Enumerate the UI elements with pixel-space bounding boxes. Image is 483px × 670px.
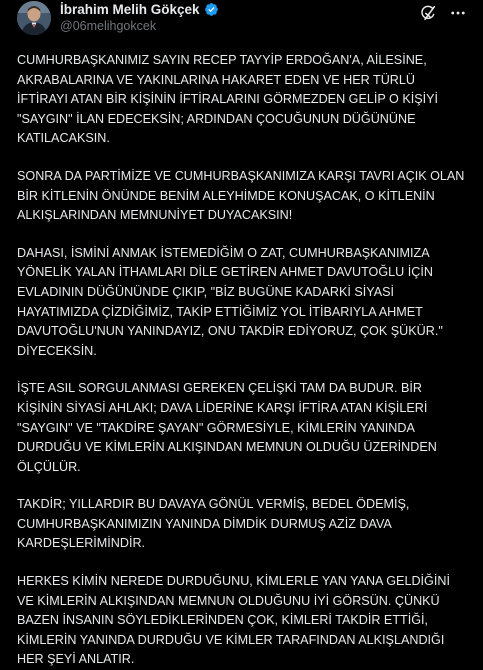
display-name-row	[60, 1, 219, 18]
tweet-paragraph-3: DAHASI, İSMİNİ ANMAK İSTEMEDİĞİM O ZAT, CUMHURBAŞKANIMIZA YÖNELİK YALAN İTHAMLARI DİLE GETİREN AHMET DAVUTOĞLU İÇİN EVLADININ DÜĞÜNÜNDE ÇIKIP, "BİZ BUGÜNE KADARKİ SİYASİ HAYATIMIZDA ÇİZDİĞİMİZ, TAKİP ETTİĞİMİZ YOL İTİBARIYLA AHMET DAVUTOĞLU'NUN YANINDAYIZ, ONU TAKDİR EDİYORUZ, ÇOK ŞÜKÜR." DİYECEKSİN.	[17, 245, 443, 358]
display-name[interactable]: İbrahim Melih Gökçek	[60, 2, 200, 17]
tweet-paragraph-2: SONRA DA PARTİMİZE VE CUMHURBAŞKANIMIZA KARŞI TAVRI AÇIK OLAN BİR KİTLENİN ÖNÜNDE BENİM ALEYHİMDE KONUŞACAK, O KİTLENİN ALKIŞLARINDAN MEMNUNİYET DUYACAKSIN!	[17, 168, 465, 223]
tweet-paragraph-1: CUMHURBAŞKANIMIZ SAYIN RECEP TAYYİP ERDOĞAN'A, AİLESİNE, AKRABALARINA VE YAKINLARINA HAKARET EDEN VE HER TÜRLÜ İFTİRAYI ATAN BİR KİŞİNİN İFTİRALARINI GÖRMEZDEN GELİP O KİŞİYİ "SAYGIN" İLAN EDECEKSİN; ARDINDAN ÇOCUĞUNUN DÜĞÜNÜNE KATILACAKSIN.	[17, 53, 439, 146]
author-handle[interactable]: @06melihgokcek	[60, 19, 157, 33]
more-horizontal-icon[interactable]	[449, 4, 467, 22]
tweet-paragraph-4: İŞTE ASIL SORGULANMASI GEREKEN ÇELİŞKİ TAM DA BUDUR. BİR KİŞİNİN SİYASİ AHLAKI; DAVA LİDERİNE KARŞI İFTİRA ATAN KİŞİLERİ "SAYGIN" VE "TAKDİRE ŞAYAN" GÖRMESİYLE, KİMLERİN YANINDA DURDUĞU VE KİMLERİN ALKIŞINDAN MEMNUN OLDUĞU ÜZERİNDEN ÖLÇÜLÜR.	[17, 381, 437, 474]
verified-badge-icon[interactable]	[204, 2, 219, 17]
author-names	[60, 1, 219, 33]
header-actions	[419, 4, 467, 22]
tweet-paragraph-6: HERKES KİMİN NEREDE DURDUĞUNU, KİMLERLE YAN YANA GELDİĞİNİ VE KİMLERİN ALKIŞINDAN MEMNUN OLDUĞUNU İYİ GÖRSÜN. ÇÜNKÜ BAZEN İNSANIN SÖYLEDİKLERİNDEN ÇOK, KİMLERİ TAKDİR ETTİĞİ, KİMLERİN YANINDA DURDUĞU VE KİMLER TARAFINDAN ALKIŞLANDIĞI HER ŞEYİ ANLATIR.	[17, 574, 450, 667]
avatar[interactable]	[17, 1, 51, 35]
tweet-header	[14, 0, 469, 46]
tweet-paragraph-5: TAKDİR; YILLARDIR BU DAVAYA GÖNÜL VERMİŞ, BEDEL ÖDEMİŞ, CUMHURBAŞKANIMIZIN YANINDA DİMDİK DURMUŞ AZİZ DAVA KARDEŞLERİMİNDİR.	[17, 497, 410, 551]
grok-icon[interactable]	[419, 4, 437, 22]
user-avatar-icon	[17, 1, 51, 35]
tweet-text	[17, 51, 469, 670]
